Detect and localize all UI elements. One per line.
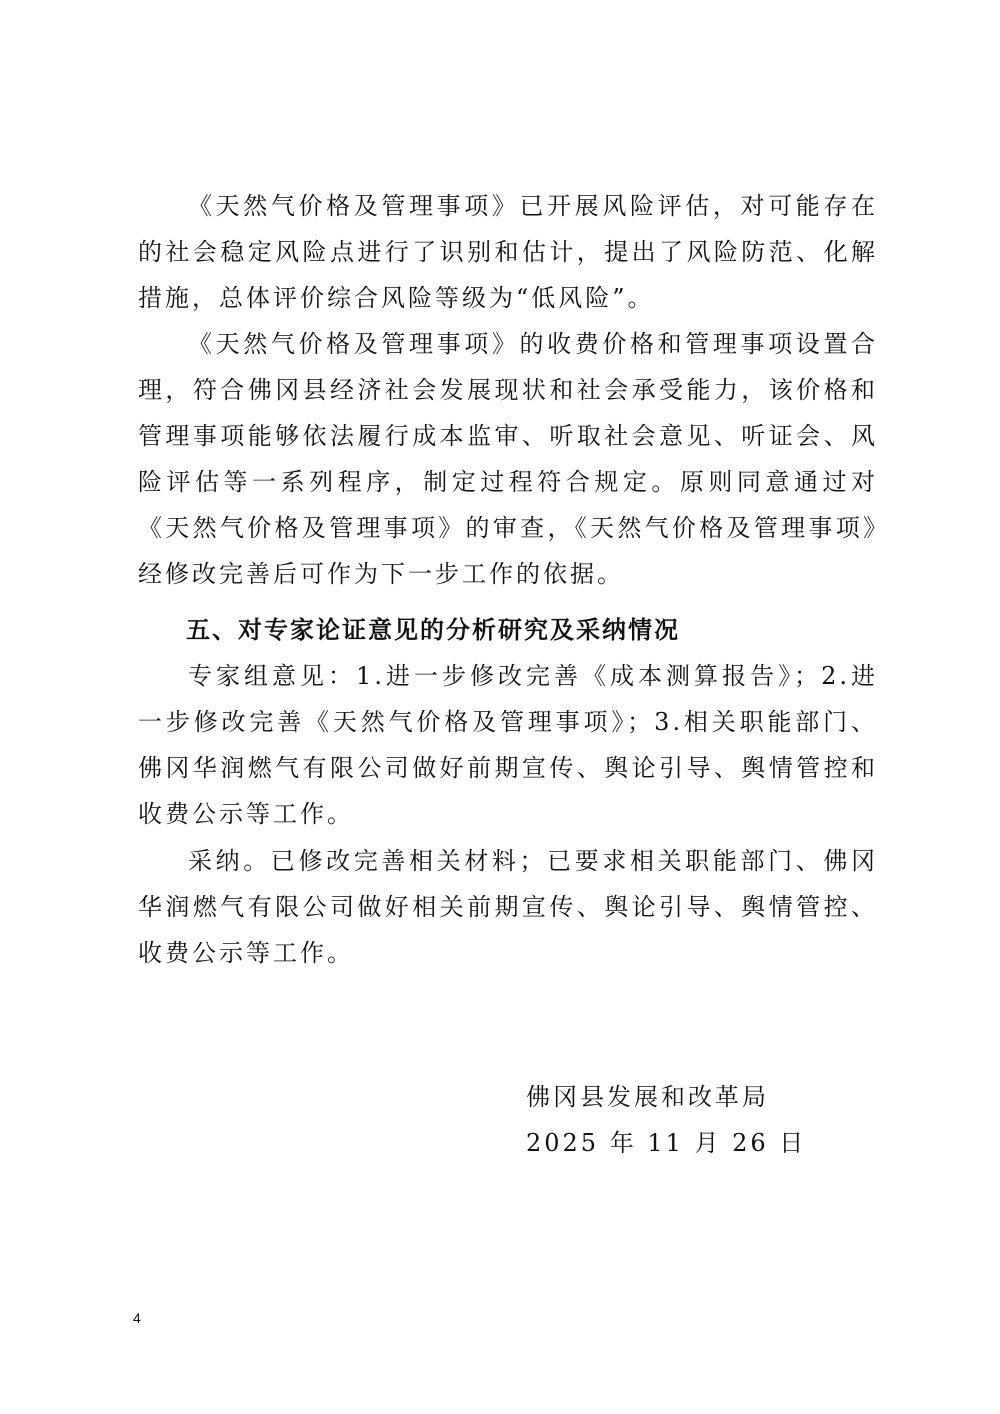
paragraph-expert-opinion: 专家组意见：1.进一步修改完善《成本测算报告》；2.进一步修改完善《天然气价格及管理事项》；3.相关职能部门、佛冈华润燃气有限公司做好前期宣传、舆论引导、舆情管控和收费公示等工作。 (138, 662, 878, 828)
section-heading: 五、对专家论证意见的分析研究及采纳情况 (186, 616, 680, 644)
paragraph-review-opinion: 《天然气价格及管理事项》的收费价格和管理事项设置合理，符合佛冈县经济社会发展现状和社会承受能力，该价格和管理事项能够依法履行成本监审、听取社会意见、听证会、风险评估等一系列程序，制定过程符合规定。原则同意通过对《天然气价格及管理事项》的审查，《天然气价格及管理事项》经修改完善后可作为下一步工作的依据。 (138, 330, 878, 588)
signature-date: 2025 年 11 月 26 日 (526, 1129, 807, 1157)
paragraph-adoption: 采纳。已修改完善相关材料；已要求相关职能部门、佛冈华润燃气有限公司做好相关前期宣传、舆论引导、舆情管控、收费公示等工作。 (138, 847, 878, 967)
page-number: 4 (133, 1310, 141, 1326)
signature-organization: 佛冈县发展和改革局 (526, 1083, 769, 1111)
paragraph-risk-assessment: 《天然气价格及管理事项》已开展风险评估，对可能存在的社会稳定风险点进行了识别和估计，提出了风险防范、化解措施，总体评价综合风险等级为“低风险”。 (138, 192, 878, 312)
